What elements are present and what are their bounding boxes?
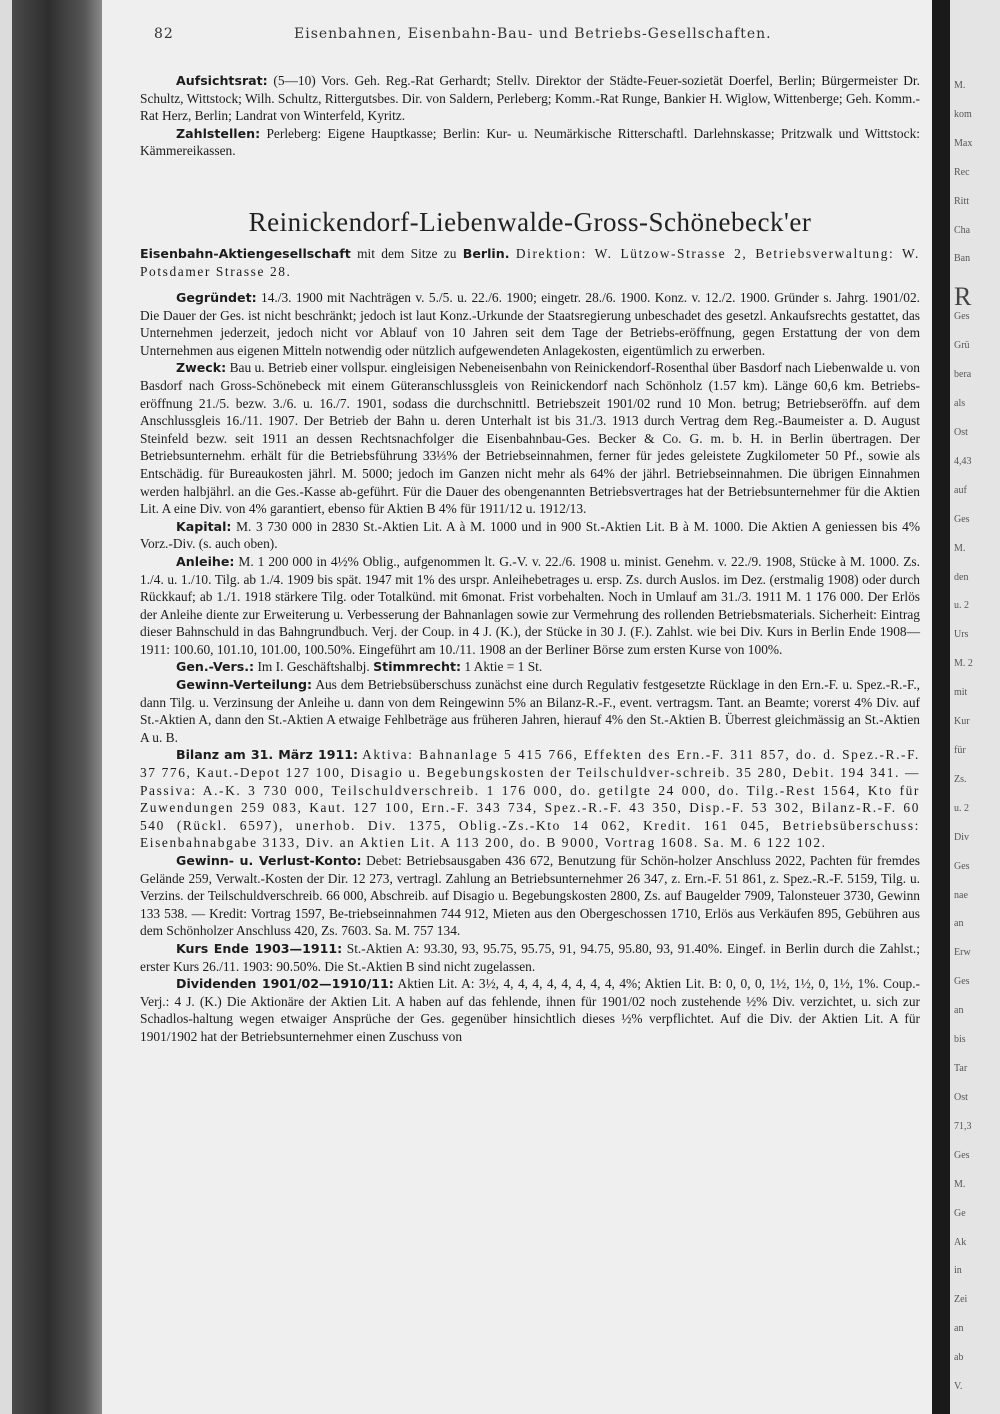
stimmrecht-text: 1 Aktie = 1 St. bbox=[464, 659, 543, 675]
anleihe-paragraph bbox=[140, 553, 920, 659]
gewinn-label: Gewinn-Verteilung: bbox=[176, 677, 313, 693]
facing-page-fragment: M. bbox=[954, 1179, 966, 1190]
facing-page-fragment: den bbox=[954, 572, 969, 583]
genvers-text: Im I. Geschäftshalbj. bbox=[257, 659, 370, 675]
dividenden-text: Aktien Lit. A: 3½, 4, 4, 4, 4, 4, 4, 4, 4, 4%; Aktien Lit. B: 0, 0, 0, 1½, 1½, 0, 1½, 1%. Coup.-Verj.: 4 J. (K.) Die Aktionäre der Aktien Lit. A haben auf das fehlende, ihnen für 1901/02 noch zustehende ½% Div. verzichtet, u. sich zur Schadlos-haltung wegen etwaiger Ansprüche der Ges. gegenüber hinsichtlich dieses ½% verpflichtet. Auf die Div. der Aktien Lit. A für 1901/1902 hat der Betriebsunternehmer einen Zuschuss von bbox=[140, 976, 921, 1044]
bilanz-text: Aktiva: Bahnanlage 5 415 766, Effekten des Ern.-F. 311 857, do. d. Spez.-R.-F. 37 776, Kaut.-Depot 127 100, Disagio u. Begebungskosten der Teilschuldver-schreib. 35 280, Debit. 194 341. — Passiva: A.-K. 3 730 000, Teilschuldverschreib. 1 176 000, do. getilgte 24 000, do. Tilg.-Rest 1564, Kto für Zuwendungen 259 083, Kaut. 127 100, Ern.-F. 343 734, Spez.-R.-F. 43 350, Disp.-F. 53 302, Bilanz-R.-F. 60 540 (Rückl. 6597), unerhob. Div. 1375, Oblig.-Zs.-Kto 14 062, Kredit. 161 045, Betriebsüberschuss: Eisenbahnabgabe 3133, Div. an Aktien Lit. A 113 200, do. B 9000, Vortrag 1608. Sa. M. 6 122 102. bbox=[140, 747, 920, 851]
facing-page-fragment: Urs bbox=[954, 629, 969, 640]
kurs-text: St.-Aktien A: 93.30, 93, 95.75, 95.75, 91, 94.75, 95.80, 93, 91.40%. Eingef. in Berlin durch die Zahlst.; erster Kurs 26./11. 1903: 90.50%. Die St.-Aktien B sind nicht zugelassen. bbox=[140, 940, 920, 974]
facing-page-fragment: Zei bbox=[954, 1294, 968, 1305]
company-title: Reinickendorf-Liebenwalde-Gross-Schönebeck'er bbox=[248, 207, 812, 237]
gewinn-text: Aus dem Betriebsüberschuss zunächst eine durch Regulativ festgesetzte Rücklage in den Ern.-F. u. Spez.-R.-F., dann Tilg. u. Verzinsung der Anleihe u. dann von dem Reingewinn 5% an Bilanz-R.-F., event. vertragsm. Tant. an Beamte; vorerst 4% Div. auf St.-Aktien A, dann den St.-Aktien A etwaige Fehlbeträge aus früheren Jahren, hierauf 4% den St.-Aktien B. Überrest gleichmässig an St.-Aktien A u. B. bbox=[140, 677, 921, 745]
facing-page-fragment: nae bbox=[954, 890, 968, 901]
zweck-label: Zweck: bbox=[176, 360, 227, 376]
gegruendet-text: 14./3. 1900 mit Nachträgen v. 5./5. u. 22./6. 1900; eingetr. 28./6. 1900. Konz. v. 12./2. 1900. Gründer s. Jahrg. 1901/02. Die Dauer der Ges. ist nicht beschränkt; jedoch ist laut Konz.-Urkunde der Staatsregierung unbeschadet des gesetzl. Ankaufsrechts gestattet, das Unternehmen jederzeit, jedoch nicht vor Ablauf von 10 Jahren seit dem Tage der Betriebs-eröffnung, gegen Erstattung der von dem Unternehmen aus eigenen Mitteln notwendig oder nützlich aufgewendeten Anlagekosten, eigentümlich zu erwerben. bbox=[140, 290, 920, 358]
running-title: Eisenbahnen, Eisenbahn-Bau- und Betriebs-Gesellschaften. bbox=[294, 26, 772, 42]
zahlstellen-label: Zahlstellen: bbox=[176, 125, 261, 141]
facing-page-fragment: Ges bbox=[954, 311, 970, 322]
facing-page-fragment: als bbox=[954, 398, 966, 409]
guv-text: Debet: Betriebsausgaben 436 672, Benutzung für Schön-holzer Anschluss 2022, Pachten für fremdes Gelände 259, Verwalt.-Kosten der Dir. 12 273, vertragl. Zahlung an Betriebsunternehmer 26 347, z. Ern.-F. 51 861, z. Spez.-R.-F. 5159, Tilg. u. Verzins. der Teilschuldverschreib. 66 000, Abschreib. auf Disagio u. Begebungskosten 2800, Zs. auf Baugelder 7909, Talonsteuer 3730, Gewinn 133 538. — Kredit: Vortrag 1597, Be-triebseinnahmen 744 912, Mieten aus den Obergeschossen 1710, Erlös aus Verkäufen 895, Gebühren aus dem Schönholzer Anschluss 420, Zs. 7603. Sa. M. 757 134. bbox=[140, 853, 920, 939]
kapital-label: Kapital: bbox=[176, 518, 232, 534]
bilanz-label: Bilanz am 31. März 1911: bbox=[176, 747, 359, 763]
kapital-text: M. 3 730 000 in 2830 St.-Aktien Lit. A à M. 1000 und in 900 St.-Aktien Lit. B à M. 1000. Die Aktien A geniessen bis 4% Vorz.-Div. (s. auch oben). bbox=[140, 518, 920, 552]
main-entry bbox=[140, 289, 920, 1046]
guv-label: Gewinn- u. Verlust-Konto: bbox=[176, 853, 362, 868]
zahlstellen-paragraph bbox=[140, 125, 920, 160]
facing-page-fragment: Ritt bbox=[954, 196, 970, 207]
facing-page-fragment: Ges bbox=[954, 1150, 970, 1161]
facing-page-fragment: Tar bbox=[954, 1063, 968, 1074]
aufsichtsrat-paragraph bbox=[140, 72, 920, 125]
facing-page-fragment: M. 2 bbox=[954, 658, 973, 669]
facing-page-fragment: ab bbox=[954, 1352, 964, 1363]
company-city: Berlin. bbox=[462, 246, 510, 261]
company-seat-text: mit dem Sitze zu bbox=[357, 246, 457, 261]
intro-block bbox=[140, 72, 920, 160]
gegruendet-label: Gegründet: bbox=[176, 290, 257, 305]
facing-page-fragment: an bbox=[954, 1323, 964, 1334]
kurs-label: Kurs Ende 1903—1911: bbox=[176, 940, 343, 956]
stimmrecht-label: Stimmrecht: bbox=[373, 659, 462, 675]
facing-page-fragment: u. 2 bbox=[954, 600, 969, 611]
zweck-text: Bau u. Betrieb einer vollspur. eingleisigen Nebeneisenbahn von Reinickendorf-Rosenthal über Basdorf nach Liebenwalde u. von Basdorf nach Gross-Schönebeck mit einem Güteranschlussgleis von Reinickendorf nach Schönholz (1.57 km). Länge 60,6 km. Betriebs-eröffnung 21./5. bezw. 3./6. u. 16./7. 1901, sodass die durchschnittl. Betriebszeit 1901/02 rund 10 Mon. betrug; Betriebseröffn. auf dem Anschlussgleis 16./11. 1907. Der Betrieb der Bahn u. deren Unterhalt ist bis 31./3. 1913 durch Vertrag dem Reg.-Baumeister a. D. August Steinfeld bezw. seit 1911 an dessen Rechtsnachfolger die Eisenbahnbau-Ges. Becker & Co. G. m. b. H. in Berlin übertragen. Der Betriebsunternehm. erhält für die Betriebsführung 33⅓% der Betriebseinnahmen, ferner für jedes geleistete Zugkilometer 50 Pf., sowie als Entschädig. für Bureaukosten jährl. M. 5000; jedoch im Ganzen nicht mehr als 64% der jährl. Betriebseinnahmen. Die übrigen Einnahmen werden halbjährl. an die Ges.-Kasse ab-geführt. Für die Dauer des obengenannten Betriebsvertrages hat der Betriebsunternehmer für die Aktien Lit. A eine Div. von 4% garantiert, ebenso für Aktien B 4% für 1911/12 u. 1912/13. bbox=[140, 360, 920, 517]
facing-page-fragment: Ges bbox=[954, 976, 970, 987]
zweck-paragraph bbox=[140, 359, 920, 517]
facing-page-fragment: bis bbox=[954, 1034, 966, 1045]
genvers-label: Gen.-Vers.: bbox=[176, 659, 255, 675]
facing-page-fragment: mit bbox=[954, 687, 968, 698]
facing-page-fragment: Max bbox=[954, 138, 973, 149]
facing-page-fragment: Ak bbox=[954, 1237, 967, 1248]
company-address: Direktion: W. Lützow-Strasse 2, Betriebsverwaltung: W. Potsdamer Strasse 28. bbox=[140, 246, 920, 279]
guv-paragraph bbox=[140, 852, 920, 940]
anleihe-label: Anleihe: bbox=[176, 553, 235, 569]
aufsichtsrat-label: Aufsichtsrat: bbox=[176, 73, 268, 88]
genvers-paragraph bbox=[140, 658, 920, 676]
gewinn-paragraph bbox=[140, 676, 920, 746]
facing-page-fragment: Ges bbox=[954, 861, 970, 872]
facing-page-fragment: auf bbox=[954, 485, 967, 496]
gegruendet-paragraph bbox=[140, 289, 920, 359]
facing-page-fragment: Zs. bbox=[954, 774, 967, 785]
facing-page-fragment: M. bbox=[954, 543, 966, 554]
facing-page-fragment: Rec bbox=[954, 167, 970, 178]
facing-page-fragment: Ges bbox=[954, 514, 970, 525]
page-gutter bbox=[932, 0, 950, 1414]
facing-page-fragment: 4,43 bbox=[954, 456, 972, 467]
company-subtitle bbox=[140, 245, 920, 280]
facing-page-fragment: Erw bbox=[954, 947, 971, 958]
facing-page-fragment: V. bbox=[954, 1381, 963, 1392]
zahlstellen-text: Perleberg: Eigene Hauptkasse; Berlin: Kur- u. Neumärkische Ritterschaftl. Darlehnskasse; Pritzwalk und Wittstock: Kämmereikassen. bbox=[140, 125, 920, 159]
facing-page-fragment: für bbox=[954, 745, 966, 756]
facing-page-fragment: u. 2 bbox=[954, 803, 969, 814]
book-page bbox=[102, 0, 932, 1414]
facing-page-fragment: Ost bbox=[954, 1092, 968, 1103]
facing-page-fragment: Ost bbox=[954, 427, 968, 438]
facing-page-fragment: Kur bbox=[954, 716, 970, 727]
kurs-paragraph bbox=[140, 940, 920, 975]
facing-page-fragment: R bbox=[954, 282, 972, 311]
facing-page-fragment: Div bbox=[954, 832, 969, 843]
company-type: Eisenbahn-Aktiengesellschaft bbox=[140, 246, 351, 261]
facing-page-edge bbox=[950, 0, 1000, 1414]
dividenden-label: Dividenden 1901/02—1910/11: bbox=[176, 976, 394, 992]
facing-page-fragment: in bbox=[954, 1265, 962, 1276]
facing-page-fragment: kom bbox=[954, 109, 972, 120]
page-number: 82 bbox=[154, 26, 174, 42]
facing-page-fragment: 71,3 bbox=[954, 1121, 972, 1132]
facing-page-fragment: Ban bbox=[954, 253, 971, 264]
facing-page-fragment: bera bbox=[954, 369, 972, 380]
dividenden-paragraph bbox=[140, 975, 920, 1045]
facing-page-fragment: M. bbox=[954, 80, 966, 91]
facing-page-fragment: Grü bbox=[954, 340, 970, 351]
facing-page-fragment: an bbox=[954, 918, 964, 929]
facing-page-fragment: Cha bbox=[954, 225, 971, 236]
aufsichtsrat-text: (5—10) Vors. Geh. Reg.-Rat Gerhardt; Stellv. Direktor der Städte-Feuer-sozietät Doerfel, Berlin; Bürgermeister Dr. Schultz, Wittstock; Wilh. Schultz, Rittergutsbes. Dir. von Saldern, Perleberg; Komm.-Rat Runge, Bankier H. Wiglow, Wittenberge; Geh. Komm.-Rat Herz, Berlin; Landrat von Winterfeld, Kyritz. bbox=[140, 73, 920, 124]
kapital-paragraph bbox=[140, 518, 920, 553]
bilanz-paragraph bbox=[140, 746, 920, 852]
facing-page-fragment: an bbox=[954, 1005, 964, 1016]
book-binding-shadow bbox=[12, 0, 102, 1414]
anleihe-text: M. 1 200 000 in 4½% Oblig., aufgenommen lt. G.-V. v. 22./6. 1908 u. minist. Genehm. v. 22./9. 1908, Stücke à M. 1000. Zs. 1./4. u. 1./10. Tilg. ab 1./4. 1909 bis spät. 1947 mit 1% des urspr. Anleihebetrages u. ersp. Zs. durch Auslos. im Dez. (erstmalig 1908) oder durch Rückkauf; ab 1./1. 1918 stärkere Tilg. oder Totalkünd. mit 6monat. Frist vorbehalten. Noch in Umlauf am 31./3. 1911 M. 1 176 000. Der Erlös der Anleihe diente zur Erweiterung u. Verbesserung der Bahnanlagen sowie zur Vermehrung des rollenden Betriebsmaterials. Sicherheit: Eintrag dieser Bahnschuld in das Bahngrundbuch. Verj. der Coup. in 4 J. (K.), der Stücke in 30 J. (F.). Zahlst. wie bei Div. Kurs in Berlin Ende 1908—1911: 100.60, 101.10, 101.00, 100.50%. Eingeführt am 10./11. 1908 an der Berliner Börse zum ersten Kurse von 100%. bbox=[140, 553, 920, 657]
scan-edge bbox=[0, 0, 12, 1414]
facing-page-fragment: Ge bbox=[954, 1208, 966, 1219]
